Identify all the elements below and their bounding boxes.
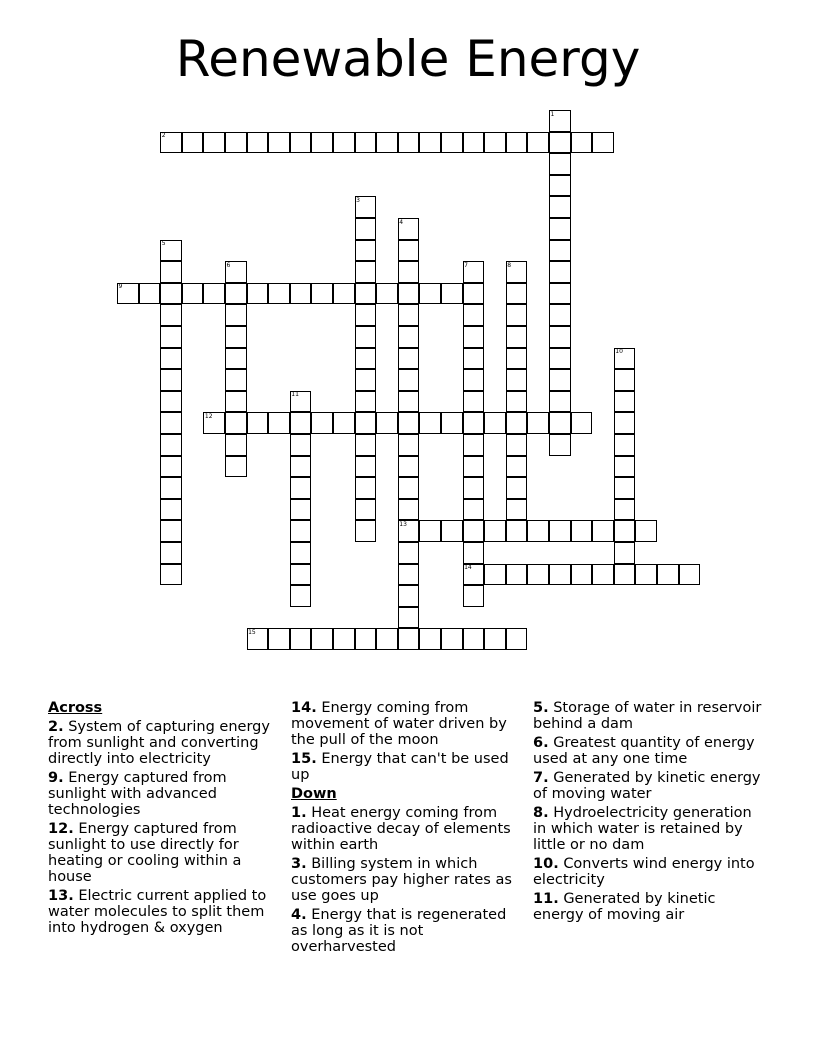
grid-cell[interactable] [398,628,420,650]
grid-cell[interactable] [160,542,182,564]
grid-cell[interactable] [506,564,528,586]
grid-cell[interactable] [527,520,549,542]
grid-cell[interactable] [225,283,247,305]
grid-cell[interactable] [506,283,528,305]
grid-cell[interactable] [333,628,355,650]
grid-cell[interactable] [160,304,182,326]
grid-cell[interactable] [441,628,463,650]
grid-cell[interactable] [355,218,377,240]
across-heading: Across [48,700,103,716]
grid-cell[interactable] [290,542,312,564]
grid-cell[interactable] [398,132,420,154]
grid-cell[interactable] [679,564,701,586]
grid-cell[interactable] [160,499,182,521]
clue-down-5: 5. Storage of water in reservoir behind a dam [533,700,762,732]
grid-cell[interactable] [160,434,182,456]
grid-cell[interactable] [290,628,312,650]
grid-cell[interactable] [290,132,312,154]
grid-cell[interactable] [635,564,657,586]
grid-cell[interactable] [549,391,571,413]
grid-cell[interactable] [614,456,636,478]
grid-cell[interactable] [355,240,377,262]
grid-cell[interactable] [225,412,247,434]
grid-cell[interactable] [247,132,269,154]
clue-down-8: 8. Hydroelectricity generation in which water is retained by little or no dam [533,805,752,853]
grid-cell[interactable] [290,412,312,434]
grid-cell[interactable] [463,132,485,154]
grid-cell[interactable] [463,348,485,370]
grid-cell[interactable] [268,132,290,154]
cell-number: 9 [118,283,123,291]
grid-cell[interactable] [225,434,247,456]
cell-number: 15 [248,628,256,636]
grid-cell[interactable] [635,520,657,542]
grid-cell[interactable] [355,628,377,650]
grid-cell[interactable] [376,132,398,154]
grid-cell[interactable] [592,520,614,542]
grid-cell[interactable] [614,564,636,586]
grid-cell[interactable] [160,520,182,542]
grid-cell[interactable] [203,132,225,154]
grid-cell[interactable] [376,283,398,305]
grid-cell[interactable] [549,326,571,348]
grid-cell[interactable] [398,477,420,499]
grid-cell[interactable] [355,326,377,348]
grid-cell[interactable] [333,283,355,305]
grid-cell[interactable] [549,261,571,283]
clue-across-15: 15. Energy that can't be used up [291,751,509,783]
grid-cell[interactable] [463,520,485,542]
grid-cell[interactable] [225,348,247,370]
grid-cell[interactable] [225,132,247,154]
grid-cell[interactable] [441,412,463,434]
grid-cell[interactable] [398,283,420,305]
clue-down-7: 7. Generated by kinetic energy of moving water [533,770,761,802]
grid-cell[interactable] [398,607,420,629]
grid-cell[interactable] [549,348,571,370]
grid-cell[interactable] [398,240,420,262]
grid-cell[interactable] [160,564,182,586]
grid-cell[interactable] [614,391,636,413]
grid-cell[interactable] [355,477,377,499]
grid-cell[interactable] [463,628,485,650]
cell-number: 8 [507,261,512,269]
grid-cell[interactable] [311,283,333,305]
grid-cell[interactable] [571,564,593,586]
grid-cell[interactable] [160,261,182,283]
grid-cell[interactable] [506,369,528,391]
grid-cell[interactable] [398,434,420,456]
grid-cell[interactable] [398,304,420,326]
grid-cell[interactable] [398,326,420,348]
grid-cell[interactable] [268,283,290,305]
clue-across-14: 14. Energy coming from movement of water driven by the pull of the moon [291,700,507,748]
cell-number: 3 [356,196,360,204]
grid-cell[interactable] [484,628,506,650]
grid-cell[interactable] [614,477,636,499]
grid-cell[interactable] [398,348,420,370]
grid-cell[interactable] [419,628,441,650]
grid-cell[interactable] [463,369,485,391]
grid-cell[interactable] [139,283,161,305]
grid-cell[interactable] [549,240,571,262]
grid-cell[interactable] [355,132,377,154]
grid-cell[interactable] [355,348,377,370]
grid-cell[interactable] [484,412,506,434]
grid-cell[interactable] [311,412,333,434]
cell-number: 13 [399,520,407,528]
grid-cell[interactable] [160,412,182,434]
grid-cell[interactable] [549,132,571,154]
grid-cell[interactable] [506,132,528,154]
grid-cell[interactable] [463,283,485,305]
cell-number: 14 [464,564,472,572]
grid-cell[interactable] [160,391,182,413]
grid-cell[interactable] [355,499,377,521]
grid-cell[interactable] [355,456,377,478]
grid-cell[interactable] [463,499,485,521]
grid-cell[interactable] [419,283,441,305]
grid-cell[interactable] [549,304,571,326]
grid-cell[interactable] [268,412,290,434]
grid-cell[interactable] [398,412,420,434]
clue-across-12: 12. Energy captured from sunlight to use directly for heating or cooling within a house [48,821,242,885]
down-heading: Down [291,786,337,802]
grid-cell[interactable] [592,564,614,586]
grid-cell[interactable] [398,542,420,564]
grid-cell[interactable] [419,412,441,434]
grid-cell[interactable] [160,477,182,499]
grid-cell[interactable] [160,456,182,478]
cell-number: 5 [161,240,166,248]
clue-down-1: 1. Heat energy coming from radioactive decay of elements within earth [291,805,511,853]
clue-column-2 [291,700,526,958]
grid-cell[interactable] [376,412,398,434]
grid-cell[interactable] [290,434,312,456]
grid-cell[interactable] [290,456,312,478]
grid-cell[interactable] [290,477,312,499]
grid-cell[interactable] [355,369,377,391]
grid-cell[interactable] [441,520,463,542]
clue-down-11: 11. Generated by kinetic energy of moving air [533,891,716,923]
clue-down-10: 10. Converts wind energy into electricity [533,856,755,888]
grid-cell[interactable] [506,348,528,370]
grid-cell[interactable] [506,520,528,542]
grid-cell[interactable] [355,391,377,413]
cell-number: 11 [291,391,299,399]
grid-cell[interactable] [441,132,463,154]
clue-column-1 [48,700,283,939]
grid-cell[interactable] [506,434,528,456]
cell-number: 1 [550,110,555,118]
grid-cell[interactable] [614,412,636,434]
puzzle-title: Renewable Energy [175,30,641,88]
grid-cell[interactable] [247,283,269,305]
clue-down-4: 4. Energy that is regenerated as long as it is not overharvested [291,907,507,955]
grid-cell[interactable] [549,564,571,586]
grid-cell[interactable] [506,326,528,348]
grid-cell[interactable] [398,369,420,391]
grid-cell[interactable] [355,283,377,305]
grid-cell[interactable] [463,326,485,348]
cell-number: 10 [615,348,623,356]
grid-cell[interactable] [290,283,312,305]
clue-across-9: 9. Energy captured from sunlight with advanced technologies [48,770,227,818]
clue-across-2: 2. System of capturing energy from sunlight and converting directly into electricity [48,719,270,767]
grid-cell[interactable] [506,456,528,478]
grid-cell[interactable] [484,564,506,586]
cell-number: 4 [399,218,404,226]
grid-cell[interactable] [419,520,441,542]
grid-cell[interactable] [311,132,333,154]
cell-number: 2 [161,132,166,140]
grid-cell[interactable] [203,283,225,305]
clue-column-3 [533,700,768,926]
grid-cell[interactable] [398,585,420,607]
grid-cell[interactable] [614,434,636,456]
grid-cell[interactable] [463,542,485,564]
grid-cell[interactable] [571,412,593,434]
grid-cell[interactable] [484,520,506,542]
grid-cell[interactable] [355,304,377,326]
grid-cell[interactable] [614,542,636,564]
grid-cell[interactable] [441,283,463,305]
grid-cell[interactable] [549,153,571,175]
grid-cell[interactable] [506,628,528,650]
grid-cell[interactable] [463,585,485,607]
cell-number: 7 [464,261,468,269]
grid-cell[interactable] [225,456,247,478]
grid-cell[interactable] [506,304,528,326]
grid-cell[interactable] [355,261,377,283]
grid-cell[interactable] [527,412,549,434]
grid-cell[interactable] [549,412,571,434]
grid-cell[interactable] [225,326,247,348]
grid-cell[interactable] [355,434,377,456]
grid-cell[interactable] [463,477,485,499]
grid-cell[interactable] [290,564,312,586]
grid-cell[interactable] [355,520,377,542]
grid-cell[interactable] [311,628,333,650]
grid-cell[interactable] [225,369,247,391]
grid-cell[interactable] [614,520,636,542]
grid-cell[interactable] [549,175,571,197]
cell-number: 6 [226,261,231,269]
grid-cell[interactable] [527,132,549,154]
grid-cell[interactable] [160,369,182,391]
grid-cell[interactable] [290,520,312,542]
grid-cell[interactable] [506,391,528,413]
grid-cell[interactable] [592,132,614,154]
clue-down-6: 6. Greatest quantity of energy used at any one time [533,735,755,767]
grid-cell[interactable] [463,304,485,326]
grid-cell[interactable] [268,628,290,650]
grid-cell[interactable] [333,412,355,434]
grid-cell[interactable] [484,132,506,154]
grid-cell[interactable] [376,628,398,650]
grid-cell[interactable] [398,499,420,521]
grid-cell[interactable] [614,369,636,391]
grid-cell[interactable] [571,520,593,542]
grid-cell[interactable] [398,456,420,478]
grid-cell[interactable] [182,283,204,305]
grid-cell[interactable] [463,456,485,478]
grid-cell[interactable] [463,412,485,434]
cell-number: 12 [204,412,213,420]
grid-cell[interactable] [419,132,441,154]
grid-cell[interactable] [225,304,247,326]
clue-down-3: 3. Billing system in which customers pay higher rates as use goes up [291,856,512,904]
grid-cell[interactable] [290,585,312,607]
grid-cell[interactable] [506,412,528,434]
grid-cell[interactable] [657,564,679,586]
grid-cell[interactable] [549,369,571,391]
grid-cell[interactable] [398,261,420,283]
grid-cell[interactable] [463,434,485,456]
grid-cell[interactable] [398,564,420,586]
grid-cell[interactable] [225,391,247,413]
grid-cell[interactable] [398,391,420,413]
grid-cell[interactable] [549,520,571,542]
grid-cell[interactable] [549,434,571,456]
grid-cell[interactable] [506,477,528,499]
grid-cell[interactable] [160,326,182,348]
grid-cell[interactable] [290,499,312,521]
grid-cell[interactable] [571,132,593,154]
grid-cell[interactable] [463,391,485,413]
grid-cell[interactable] [160,283,182,305]
grid-cell[interactable] [506,499,528,521]
grid-cell[interactable] [549,283,571,305]
grid-cell[interactable] [247,412,269,434]
grid-cell[interactable] [527,564,549,586]
grid-cell[interactable] [182,132,204,154]
grid-cell[interactable] [549,218,571,240]
grid-cell[interactable] [549,196,571,218]
grid-cell[interactable] [355,412,377,434]
grid-cell[interactable] [614,499,636,521]
clue-across-13: 13. Electric current applied to water molecules to split them into hydrogen & oxygen [48,888,267,936]
grid-cell[interactable] [333,132,355,154]
grid-cell[interactable] [160,348,182,370]
